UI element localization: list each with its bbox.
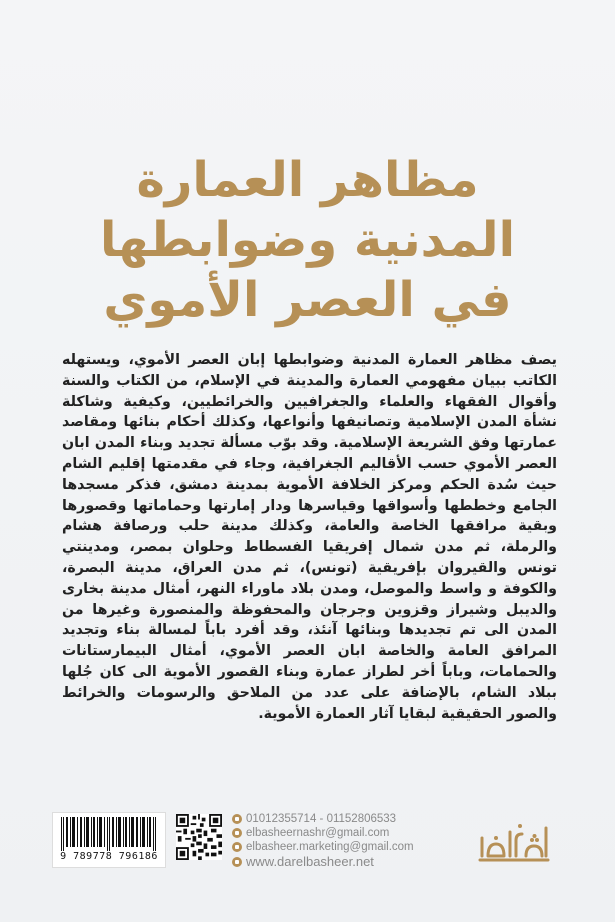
isbn-barcode xyxy=(52,812,166,868)
phone-icon xyxy=(232,814,242,824)
book-title xyxy=(0,150,615,330)
publisher-logo xyxy=(474,812,554,868)
website-row xyxy=(232,855,468,869)
phone-row xyxy=(232,812,468,826)
book-description: يصف مظاهر العمارة المدنية وضوابطها إبان العصر الأموي، ويستهله الكاتب ببيان مفهومي العمارة والمدينة في الإسلام، من الكتاب والسنة وأقوال الفقهاء والعلماء والجغرافيين والخرائطيين، وكيفية وشاكلة نشأة المدن الإسلامية وتصانيفها وأنواعها، وكذلك أحكام بنائها ومقاصد عمارتها وفق الشريعة الإسلامية. وقد بوّب مسألة تجديد وبناء المدن ابان العصر الأموي حسب الأقاليم الجغرافية، وجاء في مقدمتها إقليم الشام حيث سُدة الحكم ومركز الخلافة الأموية بمدينة دمشق، فذكر مسجدها الجامع وخططها وأسواقها وقياسرها ودار إمارتها وحماماتها وقصورها وبقية مرافقها الخاصة والعامة، وكذلك مدينة حلب ورصافة هشام والرملة، ثم مدن شمال إفريقيا الفسطاط وحلوان بمصر، ومدينتي تونس والقيروان بإفريقية (تونس)، ثم مدن العراق، مدينة البصرة، والكوفة و واسط والموصل، ومدن بلاد ماوراء النهر، أمثال مدينة بخارى والديبل وشيراز وقزوين وجرجان والمحفوظة والمنصورة وغيرها من المدن الى تم تجديدها وبنائها آنئذ، وقد أفرد باباً لمسالة بناء وتجديد المرافق العامة والخاصة ابان العصر الأموي، أمثال البيمارستانات والحمامات، وباباً أخر لطراز عمارة وبناء القصور الأموية الى كان جُلها ببلاد الشام، بالإضافة على عدد من الملاحق والرسومات والخرائط والصور الحقيقية لبقايا آثار العمارة الأموية. xyxy=(62,352,557,722)
phone-numbers: 01012355714 - 01152806533 xyxy=(246,813,397,825)
barcode-bars xyxy=(59,817,159,851)
title-line-2: المدنية وضوابطها xyxy=(99,212,516,268)
barcode-number: 9 789778 796186 xyxy=(60,851,158,862)
email-row-2 xyxy=(232,840,468,854)
contact-info xyxy=(232,812,468,869)
qr-code xyxy=(176,814,222,860)
title-line-3: في العصر الأموي xyxy=(103,272,512,328)
email-1[interactable]: elbasheernashr@gmail.com xyxy=(246,827,390,839)
email-2[interactable]: elbasheer.marketing@gmail.com xyxy=(246,841,414,853)
email-icon xyxy=(232,842,242,852)
web-icon xyxy=(232,857,242,867)
title-line-1: مظاهر العمارة xyxy=(136,152,479,208)
email-icon xyxy=(232,828,242,838)
website-link[interactable]: www.darelbasheer.net xyxy=(246,854,374,869)
email-row-1 xyxy=(232,826,468,840)
